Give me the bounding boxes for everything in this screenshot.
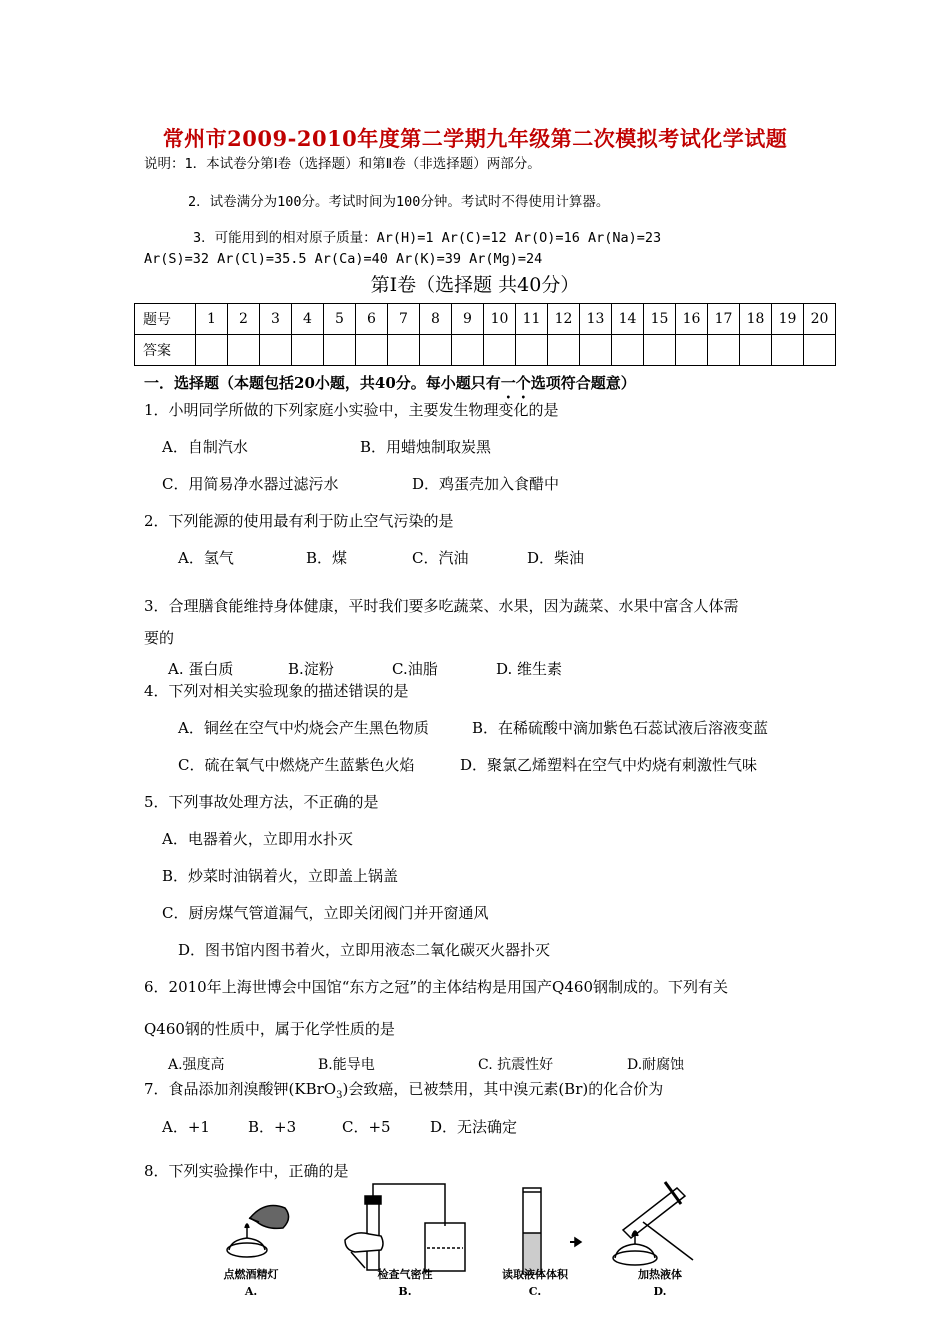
q3-option-b[interactable]: B.淀粉 [288,660,334,678]
answer-cell[interactable] [292,335,324,366]
figure-label-d: 加热液体 [638,1268,682,1281]
answer-cell[interactable] [484,335,516,366]
question-number-cell: 6 [356,304,388,335]
part-1-heading-text: 一．选择题（本题包括20小题，共40分。每小题只有 [144,374,501,392]
figure-letter-d[interactable]: D. [653,1285,667,1298]
answer-cell[interactable] [804,335,836,366]
answer-cell[interactable] [420,335,452,366]
answer-table-header-row [135,304,836,335]
figure-a-lighting-lamp [227,1206,289,1257]
question-number-cell: 3 [260,304,292,335]
answer-cell[interactable] [644,335,676,366]
q5-option-a[interactable]: A．电器着火，立即用水扑灭 [162,830,353,848]
note-3b: Ar(S)=32 Ar(Cl)=35.5 Ar(Ca)=40 Ar(K)=39 Ar(Mg)=24 [144,251,543,267]
q2-option-c[interactable]: C．汽油 [412,549,469,567]
question-7-stem [144,1078,663,1101]
answer-cell[interactable] [356,335,388,366]
answer-table-answer-row [135,335,836,366]
question-number-cell: 9 [452,304,484,335]
question-6-stem-2: Q460钢的性质中，属于化学性质的是 [144,1020,395,1038]
answer-table-row-label: 答案 [135,335,196,366]
q1-option-a[interactable]: A．自制汽水 [162,438,248,456]
question-number-cell: 11 [516,304,548,335]
q7-stem-subscript: 3 [336,1090,343,1101]
q3-option-d[interactable]: D. 维生素 [496,660,563,678]
lab-operations-figure [205,1178,715,1298]
answer-cell[interactable] [548,335,580,366]
question-8-stem: 8．下列实验操作中，正确的是 [144,1162,349,1180]
q6-option-b[interactable]: B.能导电 [318,1057,375,1073]
question-number-cell: 15 [644,304,676,335]
q5-option-d[interactable]: D．图书馆内图书着火，立即用液态二氧化碳灭火器扑灭 [178,941,551,959]
answer-cell[interactable] [772,335,804,366]
q5-option-c[interactable]: C．厨房煤气管道漏气，立即关闭阀门并开窗通风 [162,904,489,922]
question-number-cell: 8 [420,304,452,335]
question-number-cell: 20 [804,304,836,335]
question-number-cell: 2 [228,304,260,335]
question-number-cell: 1 [196,304,228,335]
answer-table-row-label: 题号 [135,304,196,335]
q4-option-c[interactable]: C．硫在氧气中燃烧产生蓝紫色火焰 [178,756,415,774]
q1-option-c[interactable]: C．用简易净水器过滤污水 [162,475,339,493]
question-1-stem: 1．小明同学所做的下列家庭小实验中，主要发生物理变化的是 [144,401,559,419]
q7-option-c[interactable]: C．+5 [342,1118,391,1136]
part-1-heading-tail: 选项符合题意） [530,374,636,392]
answer-cell[interactable] [196,335,228,366]
figure-b-airtightness-check [345,1184,465,1271]
figure-d-heating-liquid [613,1182,693,1265]
question-number-cell: 14 [612,304,644,335]
note-3a: 3．可能用到的相对原子质量：Ar(H)=1 Ar(C)=12 Ar(O)=16 Ar(Na)=23 [193,230,662,246]
q6-option-c[interactable]: C. 抗震性好 [478,1057,554,1073]
figure-c-reading-volume [523,1188,581,1274]
question-number-cell: 5 [324,304,356,335]
answer-cell[interactable] [388,335,420,366]
q7-stem-part-b: )会致癌，已被禁用，其中溴元素(Br)的化合价为 [342,1080,664,1098]
question-4-stem: 4．下列对相关实验现象的描述错误的是 [144,682,409,700]
answer-cell[interactable] [740,335,772,366]
q1-option-d[interactable]: D．鸡蛋壳加入食醋中 [412,475,560,493]
q6-option-d[interactable]: D.耐腐蚀 [627,1057,685,1073]
figure-letter-a[interactable]: A. [244,1285,258,1298]
q2-option-d[interactable]: D．柴油 [527,549,585,567]
part-1-heading [144,372,636,402]
question-number-cell: 18 [740,304,772,335]
answer-cell[interactable] [516,335,548,366]
question-number-cell: 13 [580,304,612,335]
q3-option-c[interactable]: C.油脂 [392,660,438,678]
answer-table [134,303,836,366]
q2-option-b[interactable]: B．煤 [306,549,348,567]
answer-cell[interactable] [228,335,260,366]
q4-option-d[interactable]: D．聚氯乙烯塑料在空气中灼烧有刺激性气味 [460,756,758,774]
question-2-stem: 2．下列能源的使用最有利于防止空气污染的是 [144,512,454,530]
q4-option-b[interactable]: B．在稀硫酸中滴加紫色石蕊试液后溶液变蓝 [472,719,769,737]
answer-cell[interactable] [580,335,612,366]
part-1-heading-emphasis: 一个 [500,374,531,392]
note-1: 说明：1．本试卷分第Ⅰ卷（选择题）和第Ⅱ卷（非选择题）两部分。 [144,156,541,172]
answer-cell[interactable] [708,335,740,366]
question-number-cell: 19 [772,304,804,335]
answer-cell[interactable] [612,335,644,366]
question-5-stem: 5．下列事故处理方法，不正确的是 [144,793,379,811]
answer-cell[interactable] [260,335,292,366]
question-number-cell: 10 [484,304,516,335]
answer-cell[interactable] [452,335,484,366]
figure-label-b: 检查气密性 [377,1268,433,1281]
figure-letter-c[interactable]: C. [528,1285,542,1298]
section-1-title: 第Ⅰ卷（选择题 共40分） [370,274,580,296]
note-2: 2．试卷满分为100分。考试时间为100分钟。考试时不得使用计算器。 [188,194,610,210]
question-3-stem-1: 3．合理膳食能维持身体健康，平时我们要多吃蔬菜、水果，因为蔬菜、水果中富含人体需 [144,597,739,615]
answer-cell[interactable] [676,335,708,366]
answer-cell[interactable] [324,335,356,366]
q2-option-a[interactable]: A．氢气 [178,549,234,567]
figure-label-a: 点燃酒精灯 [223,1268,279,1281]
q4-option-a[interactable]: A．铜丝在空气中灼烧会产生黑色物质 [178,719,429,737]
exam-title: 常州市2009-2010年度第二学期九年级第二次模拟考试化学试题 [162,126,788,151]
question-6-stem-1: 6．2010年上海世博会中国馆“东方之冠”的主体结构是用国产Q460钢制成的。下列有关 [144,978,728,996]
figure-label-c: 读取液体体积 [502,1268,568,1281]
question-number-cell: 16 [676,304,708,335]
q7-option-b[interactable]: B．+3 [248,1118,297,1136]
question-number-cell: 4 [292,304,324,335]
q5-option-b[interactable]: B．炒菜时油锅着火，立即盖上锅盖 [162,867,399,885]
q3-option-a[interactable]: A. 蛋白质 [168,660,234,678]
question-number-cell: 7 [388,304,420,335]
q7-option-a[interactable]: A．+1 [162,1118,210,1136]
q6-option-a[interactable]: A.强度高 [168,1057,225,1073]
question-number-cell: 12 [548,304,580,335]
q7-stem-part-a: 7．食品添加剂溴酸钾(KBrO [144,1080,337,1098]
q7-option-d[interactable]: D．无法确定 [430,1118,518,1136]
question-3-stem-2: 要的 [144,629,175,647]
q1-option-b[interactable]: B．用蜡烛制取炭黑 [360,438,492,456]
question-number-cell: 17 [708,304,740,335]
figure-letter-b[interactable]: B. [398,1285,412,1298]
